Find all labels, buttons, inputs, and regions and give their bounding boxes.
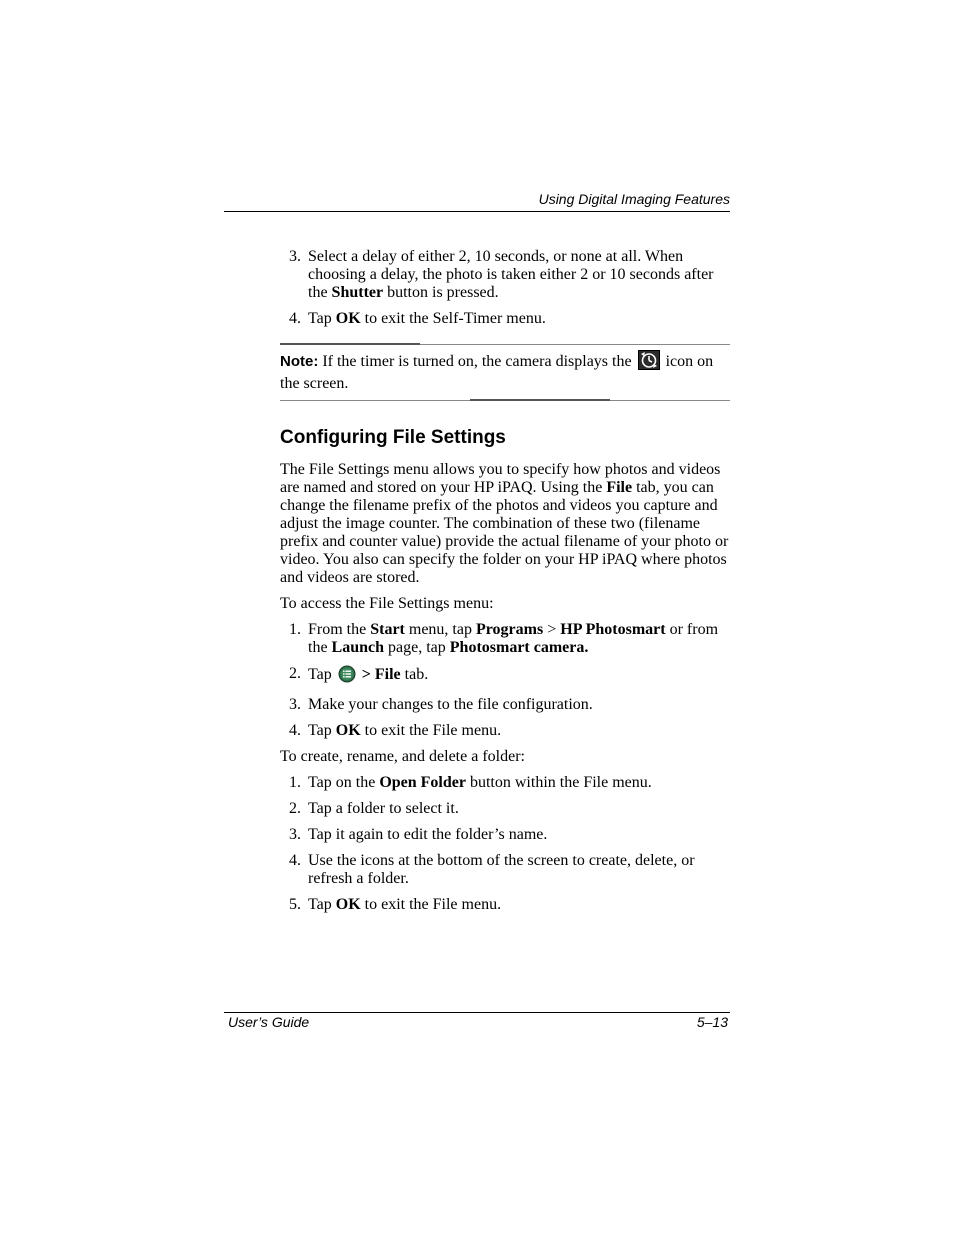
step-bold: Programs (475, 621, 544, 638)
step-bold: Photosmart camera. (449, 639, 589, 656)
list-item (280, 722, 732, 740)
section-intro (280, 461, 732, 587)
note-label: Note: (280, 353, 319, 370)
step-text: Select a delay of either 2, 10 seconds, or none at all. When choosing a delay, the photo is taken either 2 or 10 seconds after the (308, 248, 714, 301)
footer-guide-title: User’s Guide (228, 1014, 310, 1030)
intro-bold: File (606, 479, 633, 496)
header-rule (224, 211, 730, 212)
folder-steps (280, 774, 732, 914)
note-box (280, 344, 732, 401)
list-item (280, 852, 732, 888)
page-content (280, 248, 732, 922)
list-item (280, 896, 732, 914)
footer-rule (224, 1012, 730, 1013)
step-text: Tap (308, 310, 336, 327)
step-text: menu, tap (404, 621, 476, 638)
step-number: 2. (289, 800, 301, 817)
step-text: Tap (308, 722, 336, 739)
step-text: Tap on the (308, 774, 380, 791)
step-bold: Shutter (331, 284, 384, 301)
step-text: Tap a folder to select it. (308, 800, 459, 817)
step-bold: HP Photosmart (560, 621, 666, 638)
note-text: If the timer is turned on, the camera displays the (318, 353, 636, 370)
step-number: 3. (289, 248, 301, 265)
step-bold: > File (357, 666, 401, 683)
step-bold: Launch (331, 639, 385, 656)
step-text: Use the icons at the bottom of the screen to create, delete, or refresh a folder. (308, 852, 695, 887)
step-text: button is pressed. (383, 284, 499, 301)
step-text: tab. (400, 666, 429, 683)
step-bold: OK (335, 896, 361, 913)
step-text: Tap (308, 896, 336, 913)
note-text: icon on the screen. (280, 353, 714, 392)
intro-text: The File Settings menu allows you to specify how photos and videos are named and stored on your HP iPAQ. Using the (280, 461, 721, 496)
step-number: 4. (289, 310, 301, 327)
note-bottom-rule (280, 400, 730, 401)
step-text: to exit the File menu. (360, 896, 502, 913)
step-text: > (543, 621, 561, 638)
list-item (280, 621, 732, 657)
step-text: page, tap (384, 639, 450, 656)
step-bold: Open Folder (379, 774, 466, 791)
list-item (280, 665, 732, 688)
list-item (280, 696, 732, 714)
step-bold: OK (335, 722, 361, 739)
list-item (280, 310, 732, 328)
list-item (280, 774, 732, 792)
step-number: 3. (289, 826, 301, 843)
list-item (280, 248, 732, 302)
self-timer-steps (280, 248, 732, 328)
step-text: to exit the File menu. (360, 722, 502, 739)
step-number: 4. (289, 852, 301, 869)
step-text: to exit the Self-Timer menu. (360, 310, 546, 327)
section-heading: Configuring File Settings (280, 427, 506, 448)
page-number: 5–13 (696, 1014, 728, 1030)
step-text: button within the File menu. (465, 774, 652, 791)
step-text: From the (308, 621, 371, 638)
step-number: 1. (289, 774, 301, 791)
access-lead: To access the File Settings menu: (280, 595, 494, 612)
access-steps (280, 621, 732, 740)
note-top-rule (280, 344, 730, 345)
step-number: 5. (289, 896, 301, 913)
folder-lead: To create, rename, and delete a folder: (280, 748, 525, 765)
step-bold: Start (370, 621, 405, 638)
intro-text: tab, you can change the filename prefix of the photos and videos you capture and adjust the image counter. The combination of these two (filename prefix and counter value) provide the actual filename of your photo or video. You also can specify the folder on your HP iPAQ where photos and videos are stored. (280, 479, 729, 586)
step-text: Tap it again to edit the folder’s name. (308, 826, 548, 843)
menu-icon (338, 665, 356, 688)
list-item (280, 826, 732, 844)
step-number: 3. (289, 696, 301, 713)
step-number: 4. (289, 722, 301, 739)
list-item (280, 800, 732, 818)
step-bold: OK (335, 310, 361, 327)
step-number: 2. (289, 665, 301, 682)
step-text: Tap (308, 666, 336, 683)
step-text: Make your changes to the file configuration. (308, 696, 593, 713)
step-number: 1. (289, 621, 301, 638)
step-text: or from the (308, 621, 719, 656)
self-timer-icon (638, 350, 660, 375)
running-header: Using Digital Imaging Features (538, 191, 730, 207)
